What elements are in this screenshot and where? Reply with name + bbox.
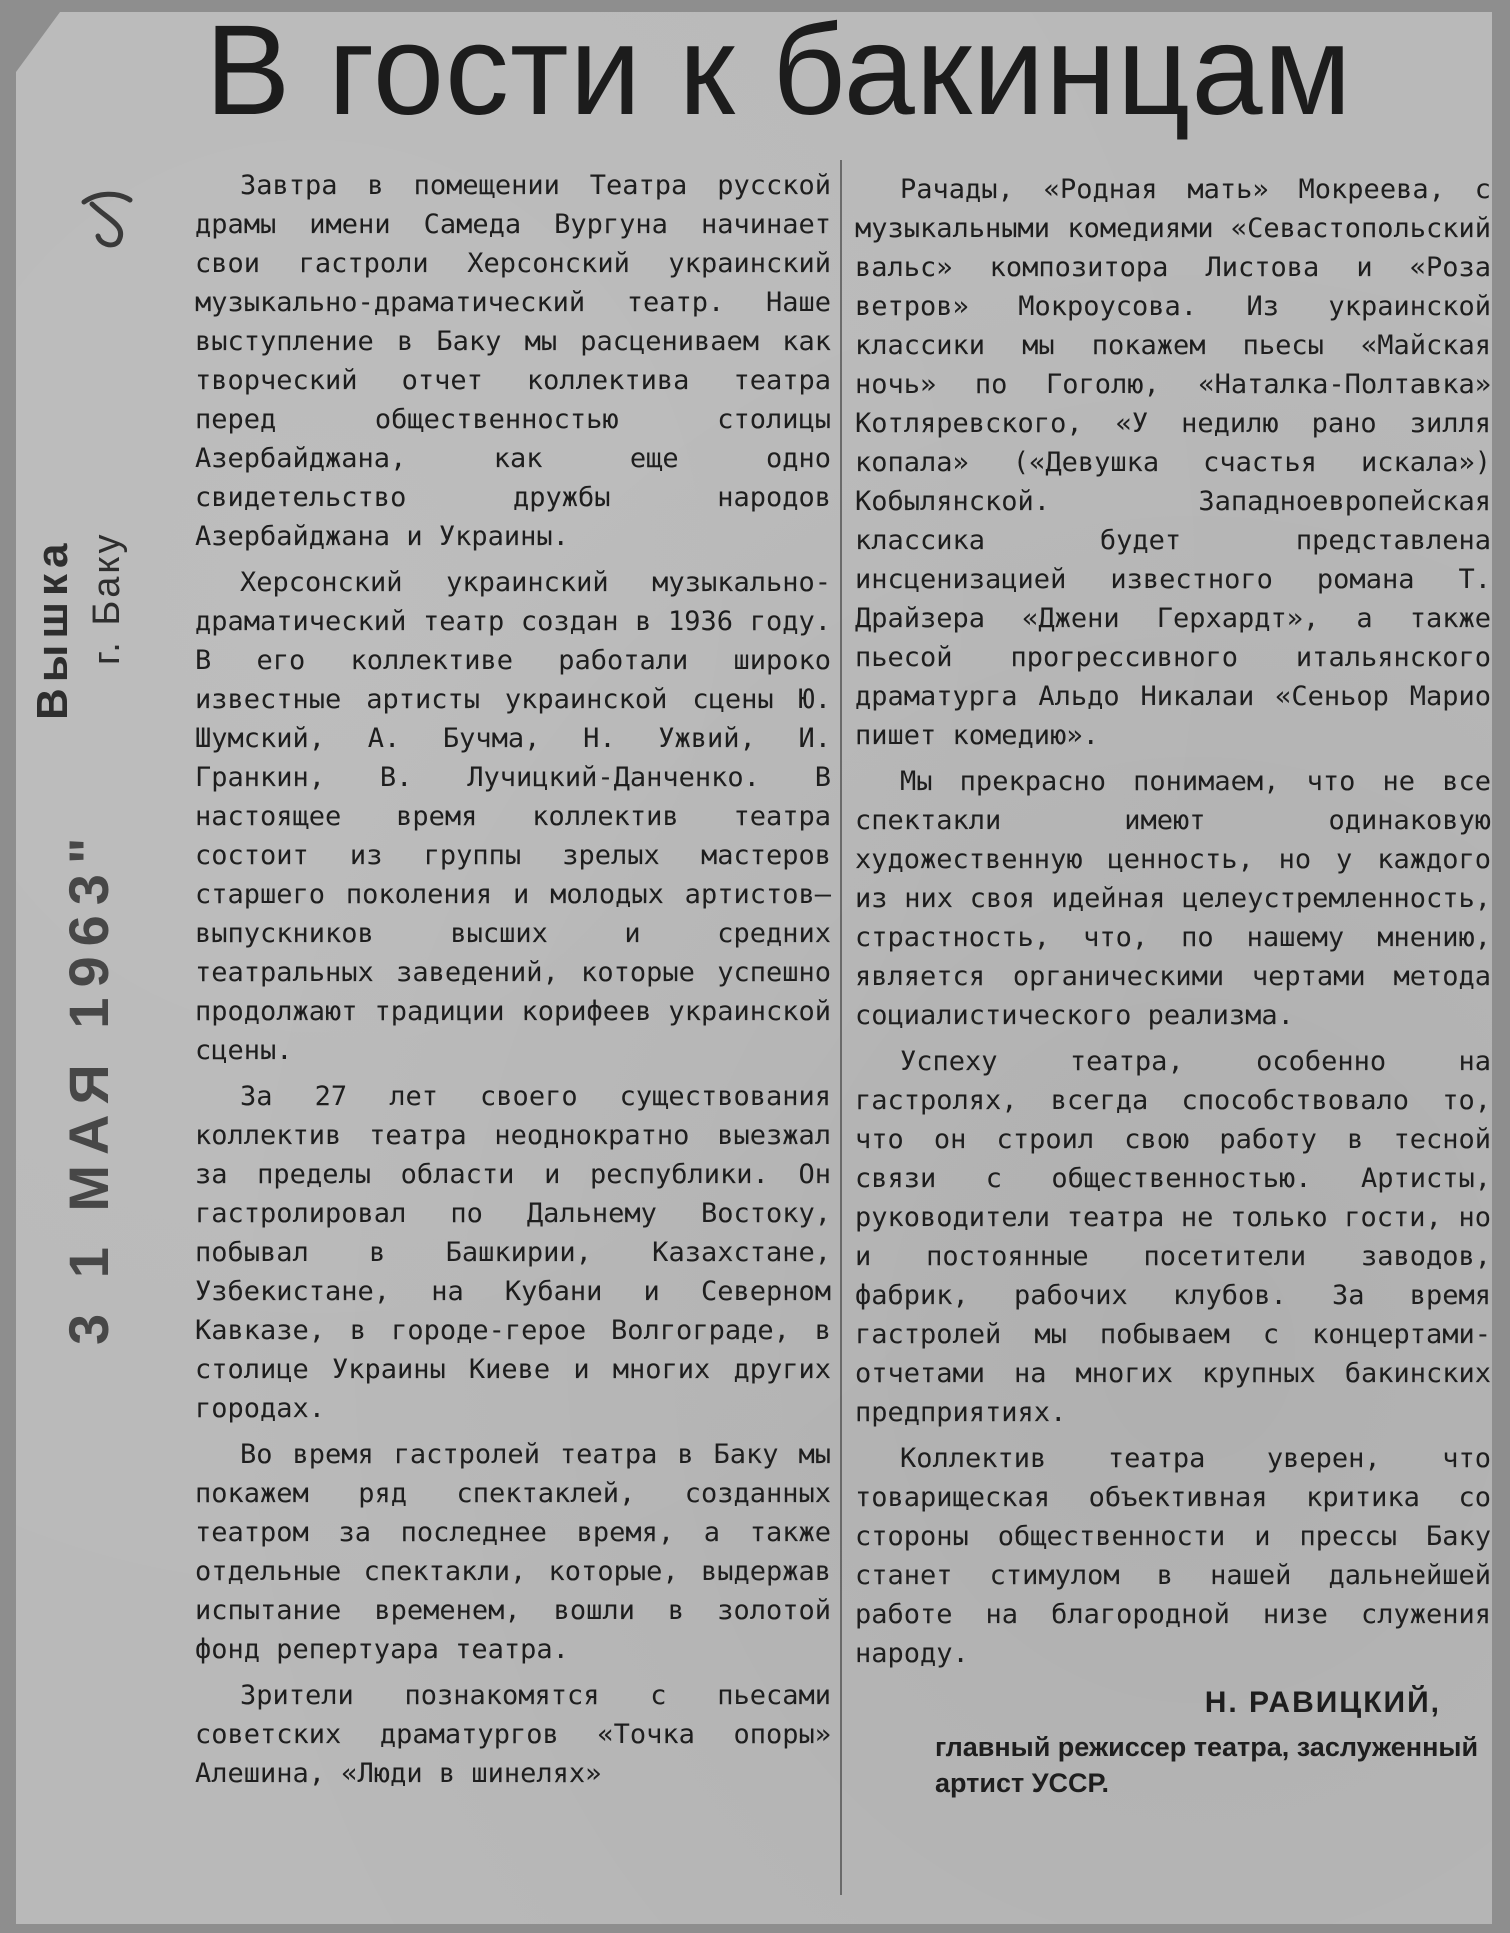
column-divider xyxy=(840,160,842,1895)
paragraph: Успеху театра, особенно на гастролях, всегда способствовало то, что он строил свою работу в тесной связи с общественностью. Артисты, руководители театра не только гости, но и постоянные посетители заводов, фабрик, рабочих клубов. За время гастролей мы побываем с концертами-отчетами на многих крупных бакинских предприятиях. xyxy=(855,1046,1491,1428)
paragraph: Коллектив театра уверен, что товарищеская объективная критика со стороны общественности и прессы Баку станет стимулом в нашей дальнейшей работе на благородной низе служения народу. xyxy=(855,1443,1491,1669)
article-column-right xyxy=(855,170,1491,1808)
paragraph: Завтра в помещении Театра русской драмы имени Самеда Вургуна начинает свои гастроли Херсонский украинский музыкально-драматический театр. Наше выступление в Баку мы расцениваем как творческий отчет коллектива театра перед общественностью столицы Азербайджана, как еще одно свидетельство дружбы народов Азербайджана и Украины. xyxy=(195,170,831,552)
date-stamp: 3 1 МАЯ 1963" xyxy=(57,827,120,1345)
paragraph: Во время гастролей театра в Баку мы покажем ряд спектаклей, созданных театром за последнее время, а также отдельные спектакли, которые, выдержав испытание временем, вошли в золотой фонд репертуара театра. xyxy=(195,1439,831,1665)
paragraph: Рачады, «Родная мать» Мокреева, с музыкальными комедиями «Севастопольский вальс» композитора Листова и «Роза ветров» Мокроусова. Из украинской классики мы покажем пьесы «Майская ночь» по Гоголю, «Наталка-Полтавка» Котляревского, «У недилю рано зилля копала» («Девушка счастья искала») Кобылянской. Западноевропейская классика будет представлена инсценизацией известного романа Т. Драйзера «Джени Герхардт», а также пьесой прогрессивного итальянского драматурга Альдо Никалаи «Сеньор Марио пишет комедию». xyxy=(855,174,1491,751)
author-title: главный режиссер театра, заслуженный артист УССР. xyxy=(935,1732,1479,1798)
newspaper-name-stamp: Вышка xyxy=(28,537,77,720)
article-headline: В гости к бакинцам xyxy=(205,0,1353,142)
city-stamp: г. Баку xyxy=(86,531,128,665)
author-name: Н. РАВИЦКИЙ, xyxy=(1204,1686,1441,1719)
handwritten-mark-icon xyxy=(78,190,138,250)
paragraph: Мы прекрасно понимаем, что не все спектакли имеют одинаковую художественную ценность, но у каждого из них своя идейная целеустремленность, страстность, что, по нашему мнению, является органическими чертами метода социалистического реализма. xyxy=(855,766,1491,1031)
paragraph: За 27 лет своего существования коллектив театра неоднократно выезжал за пределы области и республики. Он гастролировал по Дальнему Востоку, побывал в Башкирии, Казахстане, Узбекистане, на Кубани и Северном Кавказе, в городе-герое Волгограде, в столице Украины Киеве и многих других городах. xyxy=(195,1081,831,1424)
paragraph: Зрители познакомятся с пьесами советских драматургов «Точка опоры» Алешина, «Люди в шинелях» xyxy=(195,1680,831,1789)
article-column-left xyxy=(195,166,831,1800)
paragraph: Херсонский украинский музыкально-драматический театр создан в 1936 году. В его коллективе работали широко известные артисты украинской сцены Ю. Шумский, А. Бучма, Н. Ужвий, И. Гранкин, В. Лучицкий-Данченко. В настоящее время коллектив театра состоит из группы зрелых мастеров старшего поколения и молодых артистов—выпускников высших и средних театральных заведений, которые успешно продолжают традиции корифеев украинской сцены. xyxy=(195,567,831,1066)
